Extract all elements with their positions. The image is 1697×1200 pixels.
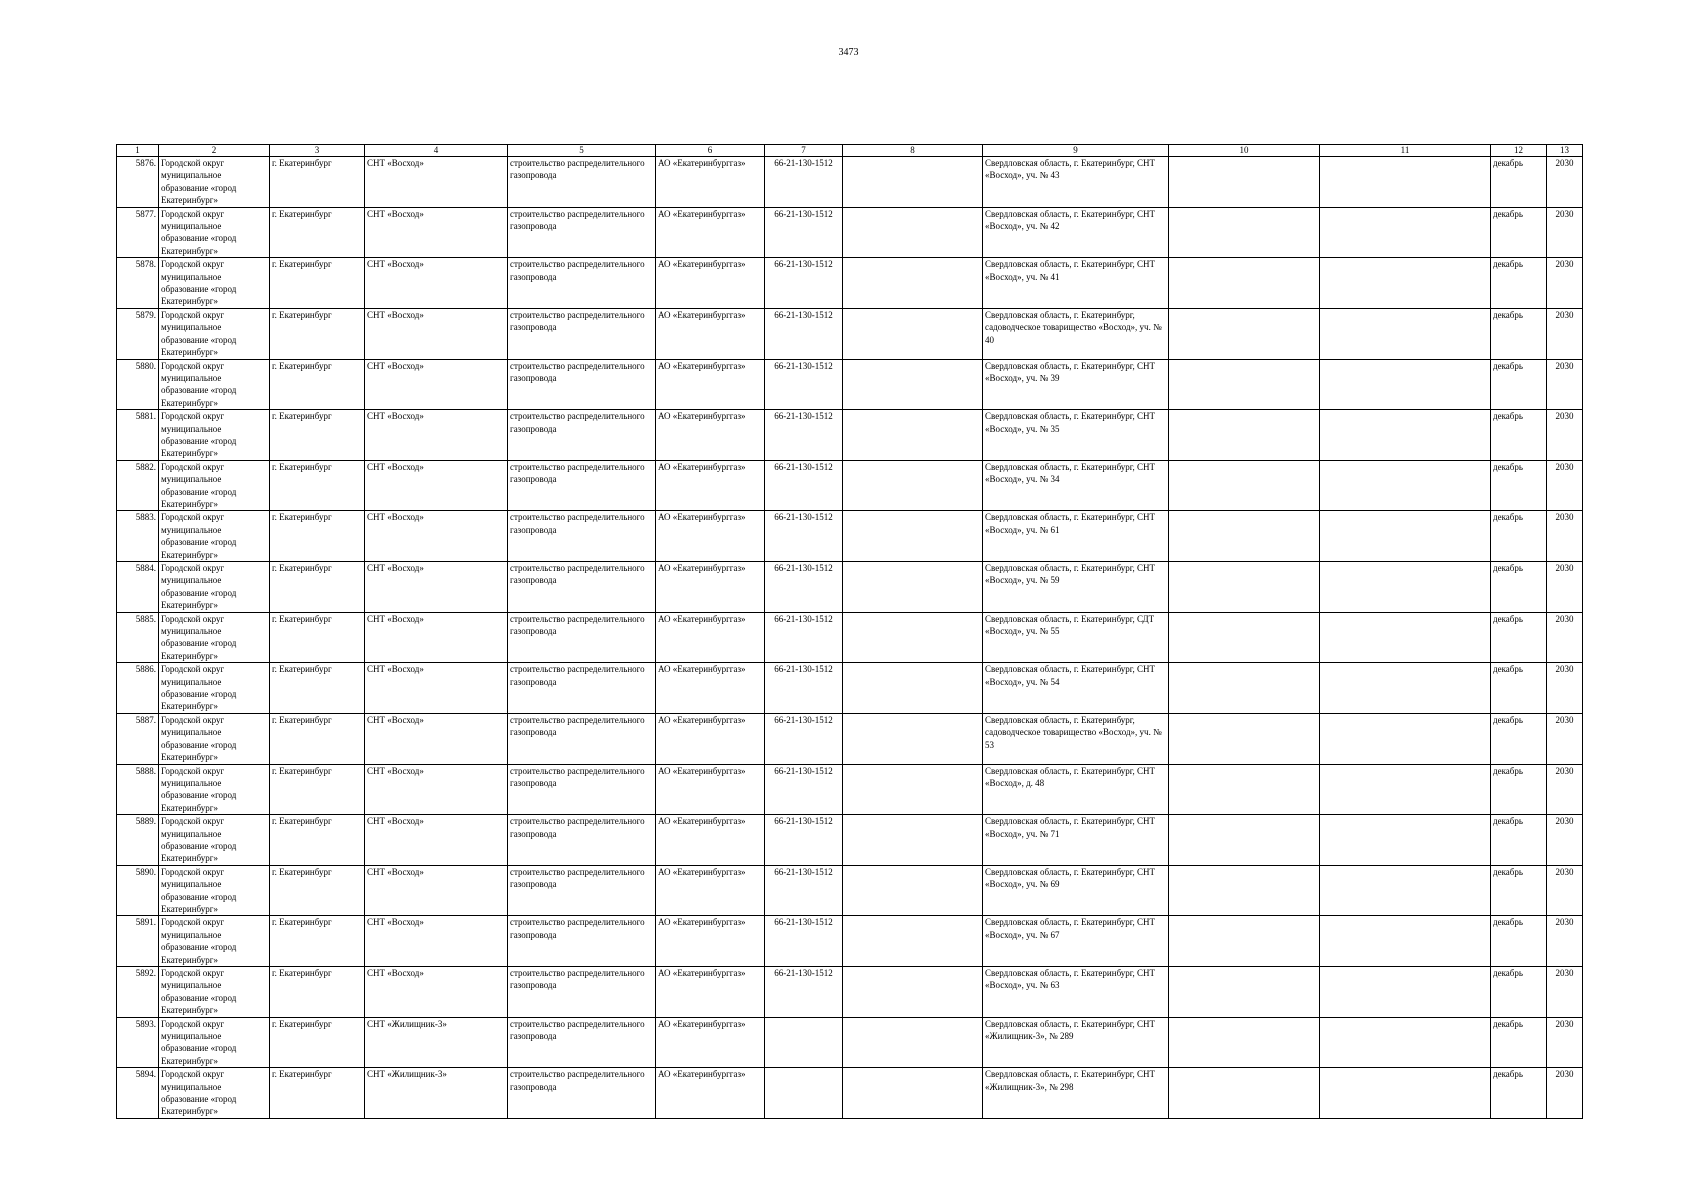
work-type-cell: строительство распределительного газопровода: [508, 562, 656, 613]
month-cell: декабрь: [1491, 460, 1547, 511]
municipality-cell: Городской округ муниципальное образование «город Екатеринбург»: [159, 916, 270, 967]
column-header-12: 12: [1491, 145, 1547, 157]
year-cell: 2030: [1547, 460, 1583, 511]
table-row: [117, 916, 1583, 967]
column-10-cell: [1169, 157, 1320, 208]
cadastral-code-cell: 66-21-130-1512: [765, 916, 843, 967]
cadastral-code-cell: 66-21-130-1512: [765, 663, 843, 714]
month-cell: декабрь: [1491, 410, 1547, 461]
month-cell: декабрь: [1491, 1068, 1547, 1119]
settlement-cell: СНТ «Восход»: [365, 663, 508, 714]
column-8-cell: [843, 207, 983, 258]
year-cell: 2030: [1547, 764, 1583, 815]
column-8-cell: [843, 1017, 983, 1068]
address-cell: Свердловская область, г. Екатеринбург, СДТ «Восход», уч. № 55: [983, 612, 1169, 663]
work-type-cell: строительство распределительного газопровода: [508, 916, 656, 967]
column-10-cell: [1169, 308, 1320, 359]
column-header-10: 10: [1169, 145, 1320, 157]
municipality-cell: Городской округ муниципальное образование «город Екатеринбург»: [159, 967, 270, 1018]
settlement-cell: СНТ «Восход»: [365, 562, 508, 613]
column-10-cell: [1169, 815, 1320, 866]
year-cell: 2030: [1547, 157, 1583, 208]
cadastral-code-cell: 66-21-130-1512: [765, 511, 843, 562]
work-type-cell: строительство распределительного газопровода: [508, 663, 656, 714]
work-type-cell: строительство распределительного газопровода: [508, 815, 656, 866]
locality-cell: г. Екатеринбург: [270, 612, 365, 663]
municipality-cell: Городской округ муниципальное образование «город Екатеринбург»: [159, 460, 270, 511]
row-number: 5893.: [117, 1017, 159, 1068]
month-cell: декабрь: [1491, 157, 1547, 208]
municipality-cell: Городской округ муниципальное образование «город Екатеринбург»: [159, 815, 270, 866]
column-11-cell: [1320, 308, 1491, 359]
column-8-cell: [843, 612, 983, 663]
locality-cell: г. Екатеринбург: [270, 1017, 365, 1068]
column-11-cell: [1320, 916, 1491, 967]
column-header-6: 6: [656, 145, 765, 157]
table-row: [117, 207, 1583, 258]
municipality-cell: Городской округ муниципальное образование «город Екатеринбург»: [159, 865, 270, 916]
column-11-cell: [1320, 865, 1491, 916]
table-row: [117, 1068, 1583, 1119]
table-body: [117, 157, 1583, 1119]
row-number: 5891.: [117, 916, 159, 967]
locality-cell: г. Екатеринбург: [270, 207, 365, 258]
organization-cell: АО «Екатеринбурггаз»: [656, 713, 765, 764]
header-row: [117, 145, 1583, 157]
organization-cell: АО «Екатеринбурггаз»: [656, 410, 765, 461]
year-cell: 2030: [1547, 1068, 1583, 1119]
column-10-cell: [1169, 562, 1320, 613]
settlement-cell: СНТ «Жилищник-3»: [365, 1068, 508, 1119]
row-number: 5879.: [117, 308, 159, 359]
column-11-cell: [1320, 1017, 1491, 1068]
municipality-cell: Городской округ муниципальное образование «город Екатеринбург»: [159, 511, 270, 562]
work-type-cell: строительство распределительного газопровода: [508, 865, 656, 916]
table-row: [117, 713, 1583, 764]
locality-cell: г. Екатеринбург: [270, 663, 365, 714]
municipality-cell: Городской округ муниципальное образование «город Екатеринбург»: [159, 1017, 270, 1068]
municipality-cell: Городской округ муниципальное образование «город Екатеринбург»: [159, 1068, 270, 1119]
organization-cell: АО «Екатеринбурггаз»: [656, 865, 765, 916]
month-cell: декабрь: [1491, 359, 1547, 410]
table-header: [117, 145, 1583, 157]
work-type-cell: строительство распределительного газопровода: [508, 1017, 656, 1068]
column-10-cell: [1169, 865, 1320, 916]
year-cell: 2030: [1547, 967, 1583, 1018]
column-8-cell: [843, 258, 983, 309]
column-10-cell: [1169, 764, 1320, 815]
column-8-cell: [843, 967, 983, 1018]
table-row: [117, 815, 1583, 866]
locality-cell: г. Екатеринбург: [270, 157, 365, 208]
table-row: [117, 157, 1583, 208]
municipality-cell: Городской округ муниципальное образование «город Екатеринбург»: [159, 410, 270, 461]
settlement-cell: СНТ «Восход»: [365, 460, 508, 511]
row-number: 5877.: [117, 207, 159, 258]
locality-cell: г. Екатеринбург: [270, 967, 365, 1018]
organization-cell: АО «Екатеринбурггаз»: [656, 157, 765, 208]
address-cell: Свердловская область, г. Екатеринбург, садоводческое товарищество «Восход», уч. № 40: [983, 308, 1169, 359]
settlement-cell: СНТ «Восход»: [365, 308, 508, 359]
column-8-cell: [843, 410, 983, 461]
locality-cell: г. Екатеринбург: [270, 713, 365, 764]
column-10-cell: [1169, 359, 1320, 410]
year-cell: 2030: [1547, 916, 1583, 967]
table-row: [117, 1017, 1583, 1068]
locality-cell: г. Екатеринбург: [270, 511, 365, 562]
table-row: [117, 865, 1583, 916]
column-11-cell: [1320, 815, 1491, 866]
column-11-cell: [1320, 460, 1491, 511]
cadastral-code-cell: [765, 1068, 843, 1119]
column-11-cell: [1320, 511, 1491, 562]
column-header-7: 7: [765, 145, 843, 157]
municipality-cell: Городской округ муниципальное образование «город Екатеринбург»: [159, 359, 270, 410]
organization-cell: АО «Екатеринбурггаз»: [656, 764, 765, 815]
column-11-cell: [1320, 764, 1491, 815]
municipality-cell: Городской округ муниципальное образование «город Екатеринбург»: [159, 562, 270, 613]
address-cell: Свердловская область, г. Екатеринбург, СНТ «Восход», уч. № 61: [983, 511, 1169, 562]
locality-cell: г. Екатеринбург: [270, 764, 365, 815]
month-cell: декабрь: [1491, 612, 1547, 663]
month-cell: декабрь: [1491, 713, 1547, 764]
municipality-cell: Городской округ муниципальное образование «город Екатеринбург»: [159, 258, 270, 309]
municipality-cell: Городской округ муниципальное образование «город Екатеринбург»: [159, 308, 270, 359]
organization-cell: АО «Екатеринбурггаз»: [656, 308, 765, 359]
year-cell: 2030: [1547, 612, 1583, 663]
column-header-11: 11: [1320, 145, 1491, 157]
work-type-cell: строительство распределительного газопровода: [508, 207, 656, 258]
column-header-3: 3: [270, 145, 365, 157]
column-8-cell: [843, 764, 983, 815]
column-header-9: 9: [983, 145, 1169, 157]
table-row: [117, 562, 1583, 613]
column-11-cell: [1320, 967, 1491, 1018]
work-type-cell: строительство распределительного газопровода: [508, 967, 656, 1018]
table-row: [117, 308, 1583, 359]
column-8-cell: [843, 713, 983, 764]
year-cell: 2030: [1547, 1017, 1583, 1068]
year-cell: 2030: [1547, 308, 1583, 359]
cadastral-code-cell: 66-21-130-1512: [765, 713, 843, 764]
work-type-cell: строительство распределительного газопровода: [508, 612, 656, 663]
organization-cell: АО «Екатеринбурггаз»: [656, 258, 765, 309]
organization-cell: АО «Екатеринбурггаз»: [656, 207, 765, 258]
column-11-cell: [1320, 1068, 1491, 1119]
row-number: 5876.: [117, 157, 159, 208]
table-row: [117, 511, 1583, 562]
year-cell: 2030: [1547, 663, 1583, 714]
month-cell: декабрь: [1491, 916, 1547, 967]
row-number: 5887.: [117, 713, 159, 764]
year-cell: 2030: [1547, 865, 1583, 916]
year-cell: 2030: [1547, 511, 1583, 562]
month-cell: декабрь: [1491, 1017, 1547, 1068]
row-number: 5890.: [117, 865, 159, 916]
column-11-cell: [1320, 612, 1491, 663]
table-row: [117, 663, 1583, 714]
month-cell: декабрь: [1491, 815, 1547, 866]
table-row: [117, 359, 1583, 410]
row-number: 5880.: [117, 359, 159, 410]
column-header-2: 2: [159, 145, 270, 157]
row-number: 5888.: [117, 764, 159, 815]
year-cell: 2030: [1547, 815, 1583, 866]
column-8-cell: [843, 916, 983, 967]
work-type-cell: строительство распределительного газопровода: [508, 1068, 656, 1119]
row-number: 5886.: [117, 663, 159, 714]
column-10-cell: [1169, 916, 1320, 967]
organization-cell: АО «Екатеринбурггаз»: [656, 612, 765, 663]
cadastral-code-cell: 66-21-130-1512: [765, 410, 843, 461]
address-cell: Свердловская область, г. Екатеринбург, СНТ «Восход», уч. № 35: [983, 410, 1169, 461]
year-cell: 2030: [1547, 359, 1583, 410]
locality-cell: г. Екатеринбург: [270, 562, 365, 613]
settlement-cell: СНТ «Восход»: [365, 815, 508, 866]
work-type-cell: строительство распределительного газопровода: [508, 308, 656, 359]
table-row: [117, 612, 1583, 663]
work-type-cell: строительство распределительного газопровода: [508, 511, 656, 562]
settlement-cell: СНТ «Восход»: [365, 258, 508, 309]
cadastral-code-cell: 66-21-130-1512: [765, 157, 843, 208]
cadastral-code-cell: [765, 1017, 843, 1068]
column-8-cell: [843, 562, 983, 613]
month-cell: декабрь: [1491, 511, 1547, 562]
organization-cell: АО «Екатеринбурггаз»: [656, 511, 765, 562]
cadastral-code-cell: 66-21-130-1512: [765, 460, 843, 511]
table-row: [117, 764, 1583, 815]
organization-cell: АО «Екатеринбурггаз»: [656, 663, 765, 714]
table-row: [117, 460, 1583, 511]
month-cell: декабрь: [1491, 967, 1547, 1018]
column-10-cell: [1169, 713, 1320, 764]
column-10-cell: [1169, 663, 1320, 714]
address-cell: Свердловская область, г. Екатеринбург, СНТ «Жилищник-3», № 298: [983, 1068, 1169, 1119]
year-cell: 2030: [1547, 207, 1583, 258]
row-number: 5884.: [117, 562, 159, 613]
column-header-13: 13: [1547, 145, 1583, 157]
address-cell: Свердловская область, г. Екатеринбург, СНТ «Восход», уч. № 34: [983, 460, 1169, 511]
month-cell: декабрь: [1491, 663, 1547, 714]
address-cell: Свердловская область, г. Екатеринбург, СНТ «Восход», уч. № 67: [983, 916, 1169, 967]
locality-cell: г. Екатеринбург: [270, 815, 365, 866]
address-cell: Свердловская область, г. Екатеринбург, садоводческое товарищество «Восход», уч. № 53: [983, 713, 1169, 764]
cadastral-code-cell: 66-21-130-1512: [765, 612, 843, 663]
work-type-cell: строительство распределительного газопровода: [508, 410, 656, 461]
row-number: 5892.: [117, 967, 159, 1018]
locality-cell: г. Екатеринбург: [270, 916, 365, 967]
address-cell: Свердловская область, г. Екатеринбург, СНТ «Восход», уч. № 63: [983, 967, 1169, 1018]
table-row: [117, 410, 1583, 461]
month-cell: декабрь: [1491, 562, 1547, 613]
register-table: [116, 144, 1583, 1119]
year-cell: 2030: [1547, 258, 1583, 309]
row-number: 5894.: [117, 1068, 159, 1119]
column-11-cell: [1320, 562, 1491, 613]
address-cell: Свердловская область, г. Екатеринбург, СНТ «Восход», уч. № 71: [983, 815, 1169, 866]
organization-cell: АО «Екатеринбурггаз»: [656, 815, 765, 866]
address-cell: Свердловская область, г. Екатеринбург, СНТ «Восход», д. 48: [983, 764, 1169, 815]
work-type-cell: строительство распределительного газопровода: [508, 764, 656, 815]
settlement-cell: СНТ «Восход»: [365, 865, 508, 916]
organization-cell: АО «Екатеринбурггаз»: [656, 916, 765, 967]
settlement-cell: СНТ «Восход»: [365, 713, 508, 764]
organization-cell: АО «Екатеринбурггаз»: [656, 562, 765, 613]
year-cell: 2030: [1547, 713, 1583, 764]
row-number: 5883.: [117, 511, 159, 562]
locality-cell: г. Екатеринбург: [270, 410, 365, 461]
locality-cell: г. Екатеринбург: [270, 1068, 365, 1119]
settlement-cell: СНТ «Восход»: [365, 511, 508, 562]
address-cell: Свердловская область, г. Екатеринбург, СНТ «Восход», уч. № 42: [983, 207, 1169, 258]
work-type-cell: строительство распределительного газопровода: [508, 157, 656, 208]
column-8-cell: [843, 157, 983, 208]
column-8-cell: [843, 663, 983, 714]
column-10-cell: [1169, 258, 1320, 309]
column-10-cell: [1169, 460, 1320, 511]
municipality-cell: Городской округ муниципальное образование «город Екатеринбург»: [159, 207, 270, 258]
column-11-cell: [1320, 713, 1491, 764]
municipality-cell: Городской округ муниципальное образование «город Екатеринбург»: [159, 157, 270, 208]
locality-cell: г. Екатеринбург: [270, 308, 365, 359]
year-cell: 2030: [1547, 410, 1583, 461]
cadastral-code-cell: 66-21-130-1512: [765, 308, 843, 359]
organization-cell: АО «Екатеринбурггаз»: [656, 967, 765, 1018]
cadastral-code-cell: 66-21-130-1512: [765, 562, 843, 613]
month-cell: декабрь: [1491, 207, 1547, 258]
address-cell: Свердловская область, г. Екатеринбург, СНТ «Восход», уч. № 39: [983, 359, 1169, 410]
settlement-cell: СНТ «Жилищник-3»: [365, 1017, 508, 1068]
municipality-cell: Городской округ муниципальное образование «город Екатеринбург»: [159, 764, 270, 815]
address-cell: Свердловская область, г. Екатеринбург, СНТ «Восход», уч. № 43: [983, 157, 1169, 208]
month-cell: декабрь: [1491, 258, 1547, 309]
column-11-cell: [1320, 157, 1491, 208]
column-header-8: 8: [843, 145, 983, 157]
settlement-cell: СНТ «Восход»: [365, 410, 508, 461]
page-number: 3473: [838, 47, 859, 58]
municipality-cell: Городской округ муниципальное образование «город Екатеринбург»: [159, 713, 270, 764]
column-8-cell: [843, 308, 983, 359]
work-type-cell: строительство распределительного газопровода: [508, 258, 656, 309]
column-10-cell: [1169, 1068, 1320, 1119]
year-cell: 2030: [1547, 562, 1583, 613]
column-8-cell: [843, 1068, 983, 1119]
settlement-cell: СНТ «Восход»: [365, 967, 508, 1018]
locality-cell: г. Екатеринбург: [270, 359, 365, 410]
organization-cell: АО «Екатеринбурггаз»: [656, 1068, 765, 1119]
column-header-5: 5: [508, 145, 656, 157]
table-row: [117, 258, 1583, 309]
row-number: 5881.: [117, 410, 159, 461]
locality-cell: г. Екатеринбург: [270, 460, 365, 511]
column-11-cell: [1320, 359, 1491, 410]
settlement-cell: СНТ «Восход»: [365, 916, 508, 967]
column-11-cell: [1320, 410, 1491, 461]
address-cell: Свердловская область, г. Екатеринбург, СНТ «Восход», уч. № 69: [983, 865, 1169, 916]
settlement-cell: СНТ «Восход»: [365, 359, 508, 410]
row-number: 5878.: [117, 258, 159, 309]
month-cell: декабрь: [1491, 308, 1547, 359]
table-row: [117, 967, 1583, 1018]
column-10-cell: [1169, 967, 1320, 1018]
column-header-1: 1: [117, 145, 159, 157]
column-8-cell: [843, 359, 983, 410]
column-8-cell: [843, 865, 983, 916]
settlement-cell: СНТ «Восход»: [365, 157, 508, 208]
column-8-cell: [843, 460, 983, 511]
column-10-cell: [1169, 410, 1320, 461]
work-type-cell: строительство распределительного газопровода: [508, 713, 656, 764]
locality-cell: г. Екатеринбург: [270, 865, 365, 916]
organization-cell: АО «Екатеринбурггаз»: [656, 460, 765, 511]
work-type-cell: строительство распределительного газопровода: [508, 359, 656, 410]
column-10-cell: [1169, 511, 1320, 562]
row-number: 5889.: [117, 815, 159, 866]
cadastral-code-cell: 66-21-130-1512: [765, 967, 843, 1018]
settlement-cell: СНТ «Восход»: [365, 612, 508, 663]
work-type-cell: строительство распределительного газопровода: [508, 460, 656, 511]
organization-cell: АО «Екатеринбурггаз»: [656, 359, 765, 410]
cadastral-code-cell: 66-21-130-1512: [765, 764, 843, 815]
cadastral-code-cell: 66-21-130-1512: [765, 865, 843, 916]
address-cell: Свердловская область, г. Екатеринбург, СНТ «Восход», уч. № 54: [983, 663, 1169, 714]
municipality-cell: Городской округ муниципальное образование «город Екатеринбург»: [159, 612, 270, 663]
address-cell: Свердловская область, г. Екатеринбург, СНТ «Восход», уч. № 41: [983, 258, 1169, 309]
column-8-cell: [843, 511, 983, 562]
column-10-cell: [1169, 207, 1320, 258]
row-number: 5882.: [117, 460, 159, 511]
column-8-cell: [843, 815, 983, 866]
column-11-cell: [1320, 258, 1491, 309]
cadastral-code-cell: 66-21-130-1512: [765, 359, 843, 410]
column-11-cell: [1320, 207, 1491, 258]
cadastral-code-cell: 66-21-130-1512: [765, 207, 843, 258]
cadastral-code-cell: 66-21-130-1512: [765, 258, 843, 309]
row-number: 5885.: [117, 612, 159, 663]
column-10-cell: [1169, 612, 1320, 663]
column-11-cell: [1320, 663, 1491, 714]
month-cell: декабрь: [1491, 865, 1547, 916]
cadastral-code-cell: 66-21-130-1512: [765, 815, 843, 866]
settlement-cell: СНТ «Восход»: [365, 764, 508, 815]
municipality-cell: Городской округ муниципальное образование «город Екатеринбург»: [159, 663, 270, 714]
column-header-4: 4: [365, 145, 508, 157]
address-cell: Свердловская область, г. Екатеринбург, СНТ «Жилищник-3», № 289: [983, 1017, 1169, 1068]
column-10-cell: [1169, 1017, 1320, 1068]
settlement-cell: СНТ «Восход»: [365, 207, 508, 258]
month-cell: декабрь: [1491, 764, 1547, 815]
locality-cell: г. Екатеринбург: [270, 258, 365, 309]
organization-cell: АО «Екатеринбурггаз»: [656, 1017, 765, 1068]
address-cell: Свердловская область, г. Екатеринбург, СНТ «Восход», уч. № 59: [983, 562, 1169, 613]
